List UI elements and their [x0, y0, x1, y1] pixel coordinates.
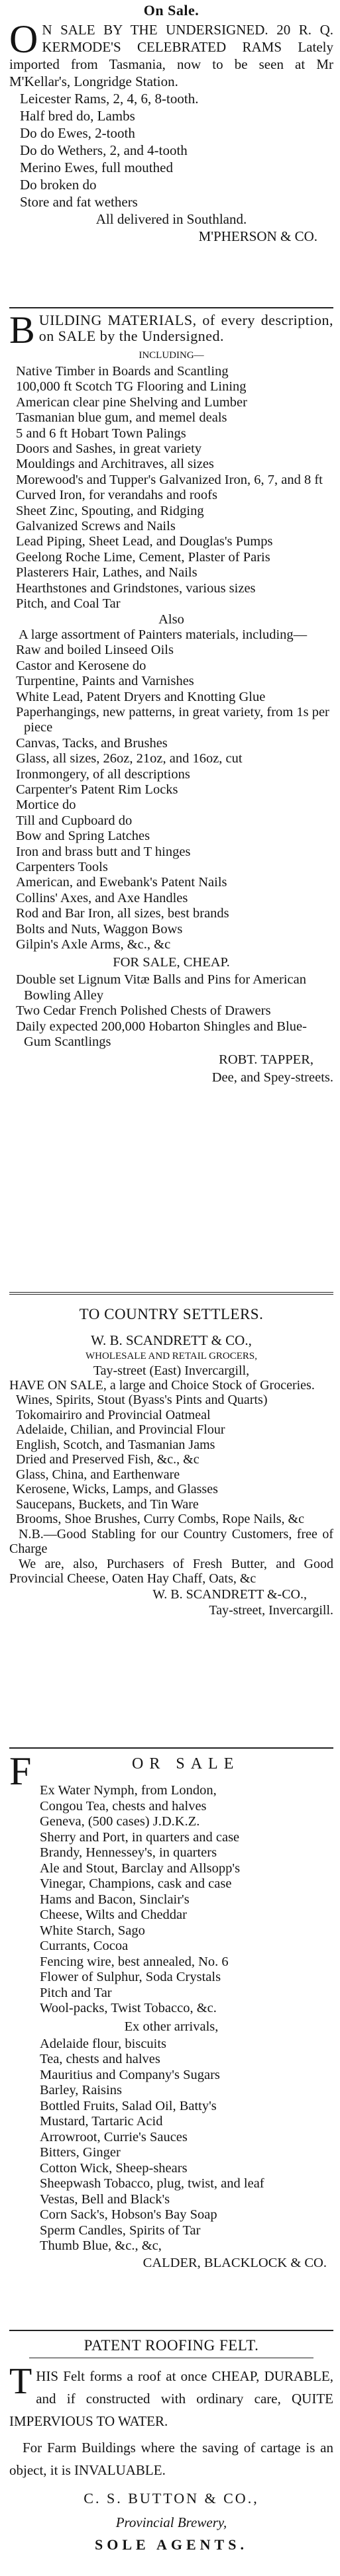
firm-name: W. B. SCANDRETT & CO., — [91, 1332, 252, 1348]
list-item: Vinegar, Champions, cask and case — [40, 1876, 232, 1891]
list-item: 100,000 ft Scotch TG Flooring and Lining — [16, 379, 247, 394]
list-item: Do do Ewes, 2-tooth — [20, 125, 135, 141]
list-item: Turpentine, Paints and Varnishes — [16, 674, 194, 689]
list-item: Mustard, Tartaric Acid — [40, 2114, 163, 2129]
list-item: Gilpin's Axle Arms, &c., &c — [16, 937, 171, 952]
list-item: American clear pine Shelving and Lumber — [16, 394, 247, 410]
list-item: Brooms, Shoe Brushes, Curry Combs, Rope Nails, &c — [16, 1512, 304, 1526]
list-item: Thumb Blue, &c., &c, — [40, 2238, 162, 2253]
groceries-list — [9, 1393, 333, 1527]
list-item: Native Timber in Boards and Scantling — [16, 364, 229, 379]
list-item: Tokomairiro and Provincial Oatmeal — [16, 1407, 211, 1422]
farm-note: For Farm Buildings where the saving of cartage is an object, it is INVALUABLE. — [9, 2440, 333, 2478]
list-item: Currants, Cocoa — [40, 1939, 129, 1953]
list-item: Canvas, Tacks, and Brushes — [16, 735, 168, 751]
list-item: Lead Piping, Sheet Lead, and Douglas's Pumps — [16, 534, 273, 549]
list-item: Curved Iron, for verandahs and roofs — [16, 488, 217, 503]
list-item: White Lead, Patent Dryers and Knotting Glue — [16, 689, 266, 704]
list-item: Mortice do — [16, 798, 76, 813]
ad-intro-text: N SALE BY THE UNDERSIGNED. 20 R. Q. KERMODE'S CELEBRATED RAMS Lately imported from Tasmania, now to be seen at Mr M'Kellar's, Longridge Station. — [9, 22, 333, 89]
list-item: Two Cedar French Polished Chests of Drawers — [16, 1003, 271, 1019]
list-item: Ironmongery, of all descriptions — [16, 766, 190, 782]
list-item: Saucepans, Buckets, and Tin Ware — [16, 1496, 199, 1512]
advertiser-signature: ROBT. TAPPER, — [219, 1052, 313, 1068]
list-item: Paperhangings, new patterns, in great variety, from 1s per piece — [16, 704, 329, 735]
list-item: Dried and Preserved Fish, &c., &c — [16, 1452, 199, 1467]
list-item: Till and Cupboard do — [16, 813, 133, 828]
list-item: Rod and Bar Iron, all sizes, best brands — [16, 906, 229, 921]
materials-list — [9, 364, 333, 612]
list-item: Congou Tea, chests and halves — [40, 1798, 207, 1814]
list-item: Sherry and Port, in quarters and case — [40, 1829, 240, 1845]
purchasers-note: We are, also, Purchasers of Fresh Butter, and Good Provincial Cheese, Oaten Hay Chaff, Oats, &c — [9, 1556, 333, 1586]
list-item: Brandy, Hennessey's, in quarters — [40, 1845, 217, 1860]
drop-cap: O — [9, 17, 38, 61]
firm-trade: WHOLESALE AND RETAIL GROCERS, — [85, 1351, 258, 1361]
ad-intro: HAVE ON SALE, a large and Choice Stock of Groceries. — [9, 1378, 315, 1393]
list-item: Geelong Roche Lime, Cement, Plaster of Paris — [16, 549, 270, 565]
list-item: Glass, China, and Earthenware — [16, 1467, 180, 1482]
list-item: Hams and Bacon, Sinclair's — [40, 1892, 190, 1907]
sole-agents: SOLE AGENTS. — [95, 2536, 248, 2553]
list-item: 5 and 6 ft Hobart Town Palings — [16, 426, 186, 441]
list-item: Raw and boiled Linseed Oils — [16, 643, 174, 658]
list-item: Sperm Candles, Spirits of Tar — [40, 2223, 201, 2238]
ad-header: PATENT ROOFING FELT. — [84, 2337, 259, 2354]
list-item: Arrowroot, Currie's Sauces — [40, 2129, 188, 2144]
list-item: Cheese, Wilts and Cheddar — [40, 1908, 187, 1922]
advertiser-signature: W. B. SCANDRETT &-CO., — [152, 1587, 307, 1602]
ad-header-text: OR SALE — [132, 1755, 240, 1772]
list-item: Sheepwash Tobacco, plug, twist, and leaf — [40, 2176, 264, 2191]
list-item: Do do Wethers, 2, and 4-tooth — [20, 142, 188, 158]
list-item: Bow and Spring Latches — [16, 829, 150, 844]
list-item: Bolts and Nuts, Waggon Bows — [16, 921, 183, 937]
ad-intro — [9, 308, 333, 351]
list-item: Pitch, and Coal Tar — [16, 596, 121, 612]
list-item: Leicester Rams, 2, 4, 6, 8-tooth. — [20, 91, 199, 107]
advertiser-address: Tay-street, Invercargill. — [209, 1602, 333, 1618]
list-item: Cotton Wick, Sheep-shears — [40, 2160, 188, 2176]
ad-body — [9, 2361, 333, 2432]
drop-cap: F — [9, 1749, 32, 1793]
delivery-note: All delivered in Southland. — [95, 211, 247, 227]
list-item: Bottled Fruits, Salad Oil, Batty's — [40, 2098, 217, 2113]
list-item: Carpenters Tools — [16, 860, 108, 874]
ad-on-sale-rams — [9, 0, 333, 307]
list-item: Castor and Kerosene do — [16, 658, 146, 673]
list-item: Daily expected 200,000 Hobarton Shingles and Blue-Gum Scantlings — [16, 1019, 307, 1050]
cheap-header: FOR SALE, CHEAP. — [113, 955, 230, 970]
ad-roofing-felt — [9, 2331, 333, 2576]
cheap-list — [9, 972, 333, 1050]
list-item: Corn Sack's, Hobson's Bay Soap — [40, 2207, 217, 2222]
list-item: Merino Ewes, full mouthed — [20, 160, 173, 175]
advertiser-signature: CALDER, BLACKLOCK & CO. — [142, 2255, 327, 2270]
ad-intro-text: UILDING MATERIALS, of every description, on SALE by the Undersigned. — [38, 312, 333, 344]
list-item: Plasterers Hair, Lathes, and Nails — [16, 565, 198, 580]
ad-body-text: HIS Felt forms a roof at once CHEAP, DURABLE, and if constructed with ordinary care, QUITE IMPERVIOUS TO WATER. — [9, 2368, 333, 2429]
list-item: Fencing wire, best annealed, No. 6 — [40, 1954, 229, 1969]
list-item: White Starch, Sago — [40, 1923, 145, 1938]
nb-note: N.B.—Good Stabling for our Country Customers, free of Charge — [9, 1526, 333, 1556]
list-item: American, and Ewebank's Patent Nails — [16, 875, 227, 890]
list-item: Adelaide flour, biscuits — [40, 2036, 167, 2051]
drop-cap: B — [9, 308, 35, 351]
ad-building-materials — [9, 308, 333, 1292]
list-item: Wines, Spirits, Stout (Byass's Pints and Quarts) — [16, 1393, 268, 1407]
list-item: Mauritius and Company's Sugars — [40, 2067, 220, 2082]
other-arrivals-list — [9, 2037, 333, 2254]
list-item: Hearthstones and Grindstones, various sizes — [16, 580, 256, 596]
list-item: Galvanized Screws and Nails — [16, 519, 176, 534]
list-item: Geneva, (500 cases) J.D.K.Z. — [40, 1814, 200, 1829]
list-item: Pitch and Tar — [40, 1985, 112, 2000]
list-item: Ale and Stout, Barclay and Allsopp's — [40, 1861, 241, 1876]
list-item: Collins' Axes, and Axe Handles — [16, 890, 188, 905]
ad-country-settlers — [9, 1295, 333, 1747]
list-item: English, Scotch, and Tasmanian Jams — [16, 1437, 215, 1452]
list-item: Store and fat wethers — [20, 194, 138, 210]
list-item: Wool-packs, Twist Tobacco, &c. — [40, 2001, 217, 2015]
assortment-note: A large assortment of Painters materials, including— — [19, 627, 308, 642]
list-item: Bitters, Ginger — [40, 2145, 121, 2160]
rams-list — [9, 90, 333, 210]
advertiser-signature: C. S. BUTTON & CO., — [84, 2490, 259, 2507]
list-item: Do broken do — [20, 177, 97, 193]
list-item: Doors and Sashes, in great variety — [16, 441, 202, 457]
list-item: Sheet Zinc, Spouting, and Ridging — [16, 503, 204, 518]
list-item: Ex Water Nymph, from London, — [40, 1783, 217, 1798]
list-item: Barley, Raisins — [40, 2083, 122, 2097]
list-item: Double set Lignum Vitæ Balls and Pins for American Bowling Alley — [16, 972, 306, 1003]
ad-header: TO COUNTRY SETTLERS. — [79, 1306, 264, 1322]
list-item: Tea, chests and halves — [40, 2052, 160, 2066]
ad-for-sale-calder — [9, 1749, 333, 2330]
list-item: Glass, all sizes, 26oz, 21oz, and 16oz, cut — [16, 751, 243, 766]
advertiser-address: Dee, and Spey-streets. — [211, 1070, 333, 1085]
list-item: Carpenter's Patent Rim Locks — [16, 782, 178, 797]
list-item: Half bred do, Lambs — [20, 108, 135, 124]
ad-header: On Sale. — [143, 2, 199, 19]
brewery-name: Provincial Brewery, — [115, 2514, 227, 2530]
list-item: Morewood's and Tupper's Galvanized Iron, 6, 7, and 8 ft — [16, 472, 323, 487]
ex-arrivals-label: Ex other arrivals, — [124, 2019, 219, 2034]
list-item: Kerosene, Wicks, Lamps, and Glasses — [16, 1482, 218, 1496]
painters-list — [9, 643, 333, 952]
list-item: Mouldings and Architraves, all sizes — [16, 457, 214, 472]
list-item: Iron and brass butt and T hinges — [16, 844, 191, 859]
including-label: INCLUDING— — [139, 350, 204, 361]
ad-intro — [9, 17, 333, 90]
list-item: Flower of Sulphur, Soda Crystals — [40, 1970, 221, 1984]
advertiser-signature: M'PHERSON & CO. — [198, 228, 317, 244]
imports-list — [9, 1783, 333, 2017]
firm-street: Tay-street (East) Invercargill, — [93, 1363, 250, 1378]
list-item: Adelaide, Chilian, and Provincial Flour — [16, 1422, 225, 1437]
also-label: Also — [158, 612, 184, 627]
drop-cap: T — [9, 2361, 32, 2402]
list-item: Tasmanian blue gum, and memel deals — [16, 410, 227, 426]
list-item: Vestas, Bell and Black's — [40, 2191, 170, 2207]
